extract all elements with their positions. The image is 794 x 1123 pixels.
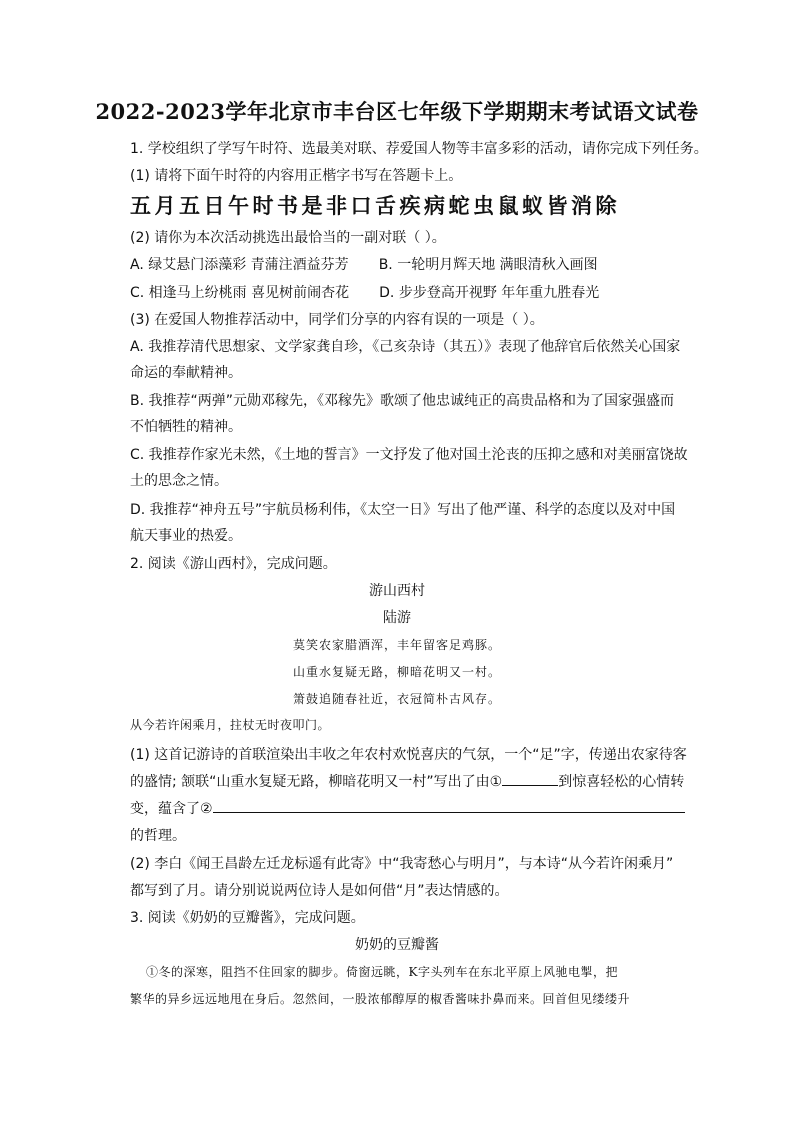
q2-stem: 2. 阅读《游山西村》，完成问题。 xyxy=(130,556,337,572)
q2-sub2-line1: (2) 李白《闻王昌龄左迁龙标遥有此寄》中“我寄愁心与明月”，与本诗“从今若许闲乘月” xyxy=(130,856,674,872)
option-a: A. 绿艾悬门添藻彩 青蒲注酒益芬芳 xyxy=(130,257,349,273)
option-b: B. 一轮明月辉天地 满眼清秋入画图 xyxy=(378,257,598,273)
option-c: C. 相逢马上纷桃雨 喜见树前闹杏花 xyxy=(130,285,350,301)
q1-choice-d-line2: 航天事业的热爱。 xyxy=(130,528,242,544)
talisman-text: 五月五日午时书是非口舌疾病蛇虫鼠蚁皆消除 xyxy=(130,193,620,218)
q1-couplet-options-ab xyxy=(130,254,598,274)
q1-choice-d-line1: D. 我推荐“神舟五号”宇航员杨利伟，《太空一日》写出了他严谨、科学的态度以及对中国 xyxy=(130,502,676,518)
poem-line-4: 从今若许闲乘月，拄杖无时夜叩门。 xyxy=(130,718,331,732)
q1-choice-a-line2: 命运的奉献精神。 xyxy=(130,365,242,381)
q1-couplet-options-cd xyxy=(130,282,599,302)
q1-sub1: (1) 请将下面午时符的内容用正楷字书写在答题卡上。 xyxy=(130,168,463,184)
q2-sub1-line4: 的哲理。 xyxy=(130,828,186,844)
poem-line-1: 莫笑农家腊酒浑，丰年留客足鸡豚。 xyxy=(292,638,501,652)
q2-sub2-line2: 都写到了月。请分别说说两位诗人是如何借“月”表达情感的。 xyxy=(130,883,509,899)
answer-blank-1[interactable] xyxy=(502,771,558,786)
q1-sub2: (2) 请你为本次活动挑选出最恰当的一副对联（ ）。 xyxy=(130,230,446,246)
q1-choice-c-line1: C. 我推荐作家光未然，《土地的誓言》一文抒发了他对国土沦丧的压抑之感和对美丽富饶故 xyxy=(130,447,688,463)
poem-author: 陆游 xyxy=(383,610,411,626)
q2-sub1-line2 xyxy=(130,771,684,791)
essay-title: 奶奶的豆瓣酱 xyxy=(355,937,439,953)
poem-line-2: 山重水复疑无路，柳暗花明又一村。 xyxy=(292,665,501,679)
q1-choice-c-line2: 土的思念之情。 xyxy=(130,473,228,489)
poem-title: 游山西村 xyxy=(369,583,425,599)
q1-choice-a-line1: A. 我推荐清代思想家、文学家龚自珍，《己亥杂诗（其五）》表现了他辞官后依然关心国家 xyxy=(130,339,681,355)
option-d: D. 步步登高开视野 年年重九胜春光 xyxy=(379,285,600,301)
q2-sub1-line1: (1) 这首记游诗的首联渲染出丰收之年农村欢悦喜庆的气氛，一个“足”字，传递出农家待客 xyxy=(130,747,687,763)
q2-sub1-line2-pre: 的盛情; 颔联“山重水复疑无路，柳暗花明又一村”写出了由① xyxy=(130,774,503,790)
q2-sub1-line2-post: 到惊喜轻松的心情转 xyxy=(558,774,685,790)
answer-blank-2[interactable] xyxy=(213,798,685,813)
essay-para1-line2: 繁华的异乡远远地甩在身后。忽然间，一股浓郁醇厚的椒香酱味扑鼻而来。回首但见缕缕升 xyxy=(130,992,631,1006)
q1-choice-b-line2: 不怕牺牲的精神。 xyxy=(130,419,242,435)
q3-stem: 3. 阅读《奶奶的豆瓣酱》，完成问题。 xyxy=(130,910,365,926)
q2-sub1-line3 xyxy=(130,798,685,818)
q1-choice-b-line1: B. 我推荐“两弹”元勋邓稼先，《邓稼先》歌颂了他忠诚纯正的高贵品格和为了国家强盛而 xyxy=(130,393,675,409)
q1-stem: 1. 学校组织了学写午时符、选最美对联、荐爱国人物等丰富多彩的活动，请你完成下列任务。 xyxy=(130,141,708,157)
poem-line-3: 箫鼓追随春社近，衣冠简朴古风存。 xyxy=(292,692,501,706)
q2-sub1-line3-pre: 变，蕴含了② xyxy=(130,801,213,817)
q1-sub3: (3) 在爱国人物推荐活动中，同学们分享的内容有误的一项是（ ）。 xyxy=(130,312,544,328)
essay-para1-line1: ①冬的深寒，阻挡不住回家的脚步。倚窗远眺，K字头列车在东北平原上风驰电掣，把 xyxy=(146,965,618,979)
exam-title: 2022-2023学年北京市丰台区七年级下学期期末考试语文试卷 xyxy=(95,99,699,124)
